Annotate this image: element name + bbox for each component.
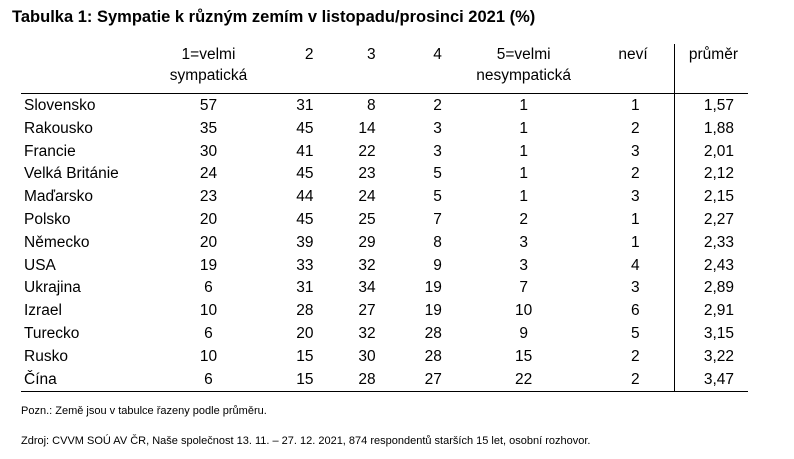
- table-row: [21, 141, 748, 164]
- value-cell: 3: [631, 279, 640, 297]
- value-cell: 8: [433, 233, 442, 251]
- value-cell: 3,15: [674, 323, 748, 346]
- value-cell: 45: [296, 119, 314, 137]
- value-cell: 28: [296, 302, 314, 320]
- value-cell: 45: [296, 210, 314, 228]
- value-cell: 6: [204, 279, 213, 297]
- value-cell: 27: [358, 302, 376, 320]
- value-cell: 1,57: [674, 94, 748, 118]
- table-row: [21, 163, 748, 186]
- value-cell: 1: [519, 142, 528, 160]
- value-cell: 1: [631, 97, 640, 114]
- value-cell: 30: [199, 142, 218, 160]
- table-body: [21, 94, 748, 392]
- country-cell: Maďarsko: [24, 188, 93, 206]
- value-cell: 2: [433, 97, 442, 114]
- table-row: [21, 323, 748, 346]
- value-cell: 3,22: [674, 346, 748, 369]
- value-cell: 10: [199, 347, 218, 365]
- value-cell: 2: [519, 210, 528, 228]
- country-cell: Rusko: [24, 347, 68, 365]
- value-cell: 3: [519, 256, 528, 274]
- value-cell: 3,47: [674, 369, 748, 392]
- column-header-1: [156, 44, 262, 94]
- table-row: [21, 186, 748, 209]
- value-cell: 5: [433, 188, 442, 206]
- value-cell: 7: [519, 279, 528, 297]
- value-cell: 3: [631, 188, 640, 206]
- table-row: [21, 209, 748, 232]
- country-cell: Čína: [21, 369, 156, 392]
- value-cell: 25: [358, 210, 376, 228]
- value-cell: 9: [519, 324, 528, 342]
- value-cell: 27: [390, 369, 458, 392]
- value-cell: 2: [631, 119, 640, 137]
- country-cell: USA: [24, 256, 56, 274]
- value-cell: 31: [296, 279, 314, 297]
- value-cell: 19: [424, 279, 442, 297]
- value-cell: 2,27: [674, 209, 748, 232]
- value-cell: 4: [631, 256, 640, 274]
- value-cell: 15: [296, 347, 314, 365]
- value-cell: 32: [358, 324, 376, 342]
- column-header-line2: nesympatická: [476, 67, 572, 84]
- value-cell: 1: [519, 119, 528, 137]
- column-header-4: [390, 44, 458, 94]
- value-cell: 33: [296, 256, 314, 274]
- sympathy-table: [21, 44, 748, 392]
- country-cell: Velká Británie: [24, 165, 119, 183]
- value-cell: 57: [199, 97, 218, 114]
- value-cell: 22: [358, 142, 376, 160]
- value-cell: 14: [358, 119, 376, 137]
- value-cell: 23: [358, 165, 376, 183]
- country-cell: Izrael: [24, 302, 62, 320]
- value-cell: 1: [519, 97, 528, 114]
- column-header-line1: 2: [304, 46, 314, 63]
- value-cell: 3: [433, 119, 442, 137]
- value-cell: 20: [199, 233, 218, 251]
- country-cell: Francie: [24, 142, 76, 160]
- value-cell: 9: [433, 256, 442, 274]
- value-cell: 2,43: [674, 255, 748, 278]
- column-header-7: [674, 44, 748, 94]
- value-cell: 8: [367, 97, 376, 114]
- value-cell: 20: [296, 324, 314, 342]
- column-header-line1: 1=velmi: [181, 46, 236, 63]
- value-cell: 20: [199, 210, 218, 228]
- value-cell: 1: [631, 233, 640, 251]
- value-cell: 10: [515, 302, 533, 320]
- value-cell: 6: [631, 302, 640, 320]
- table-row: [21, 94, 748, 118]
- column-header-6: [589, 44, 674, 94]
- value-cell: 32: [358, 256, 376, 274]
- column-header-3: [323, 44, 389, 94]
- value-cell: 19: [199, 256, 218, 274]
- column-header-line1: 3: [367, 46, 376, 63]
- value-cell: 2,01: [674, 141, 748, 164]
- table-note: Pozn.: Země jsou v tabulce řazeny podle průměru.: [21, 405, 267, 417]
- value-cell: 28: [424, 324, 442, 342]
- value-cell: 2,12: [674, 163, 748, 186]
- value-cell: 1,88: [674, 118, 748, 141]
- column-header-line2: sympatická: [169, 67, 248, 84]
- value-cell: 30: [358, 347, 376, 365]
- value-cell: 44: [296, 188, 314, 206]
- country-cell: Polsko: [24, 210, 71, 228]
- column-header-line1: neví: [618, 46, 648, 63]
- value-cell: 2,91: [674, 300, 748, 323]
- value-cell: 2,89: [674, 277, 748, 300]
- value-cell: 45: [296, 165, 314, 183]
- column-header-line1: 5=velmi: [496, 46, 551, 63]
- value-cell: 22: [458, 369, 590, 392]
- value-cell: 28: [323, 369, 389, 392]
- country-cell: Německo: [24, 233, 90, 251]
- value-cell: 6: [204, 324, 213, 342]
- value-cell: 34: [358, 279, 376, 297]
- table-row: [21, 255, 748, 278]
- value-cell: 15: [515, 347, 533, 365]
- value-cell: 10: [199, 302, 218, 320]
- value-cell: 5: [433, 165, 442, 183]
- table-header-row: [21, 44, 748, 94]
- column-header-line1: 4: [433, 46, 442, 63]
- value-cell: 24: [199, 165, 218, 183]
- value-cell: 23: [199, 188, 218, 206]
- table-title: Tabulka 1: Sympatie k různým zemím v listopadu/prosinci 2021 (%): [12, 8, 536, 26]
- table-row: [21, 118, 748, 141]
- table-row: [21, 369, 748, 392]
- value-cell: 3: [433, 142, 442, 160]
- value-cell: 3: [631, 142, 640, 160]
- value-cell: 35: [199, 119, 218, 137]
- value-cell: 39: [296, 233, 314, 251]
- value-cell: 1: [631, 210, 640, 228]
- table-source: Zdroj: CVVM SOÚ AV ČR, Naše společnost 13. 11. – 27. 12. 2021, 874 respondentů starších 15 let, osobní rozhovor.: [21, 435, 591, 447]
- column-header-5: [458, 44, 590, 94]
- country-cell: Rakousko: [24, 119, 93, 137]
- value-cell: 2: [589, 369, 674, 392]
- value-cell: 3: [519, 233, 528, 251]
- value-cell: 41: [296, 142, 314, 160]
- value-cell: 2,15: [674, 186, 748, 209]
- value-cell: 2,33: [674, 232, 748, 255]
- value-cell: 2: [631, 347, 640, 365]
- column-header-0: [21, 44, 156, 94]
- country-cell: Slovensko: [24, 97, 96, 114]
- column-header-2: [261, 44, 323, 94]
- column-header-line1: průměr: [688, 46, 738, 63]
- value-cell: 5: [631, 324, 640, 342]
- value-cell: 19: [424, 302, 442, 320]
- value-cell: 29: [358, 233, 376, 251]
- table-row: [21, 300, 748, 323]
- value-cell: 2: [631, 165, 640, 183]
- table-row: [21, 277, 748, 300]
- value-cell: 1: [519, 165, 528, 183]
- value-cell: 1: [519, 188, 528, 206]
- value-cell: 24: [358, 188, 376, 206]
- value-cell: 15: [261, 369, 323, 392]
- value-cell: 6: [156, 369, 262, 392]
- value-cell: 28: [424, 347, 442, 365]
- table-row: [21, 346, 748, 369]
- table-row: [21, 232, 748, 255]
- country-cell: Turecko: [24, 324, 80, 342]
- value-cell: 7: [433, 210, 442, 228]
- value-cell: 31: [296, 97, 314, 114]
- country-cell: Ukrajina: [24, 279, 81, 297]
